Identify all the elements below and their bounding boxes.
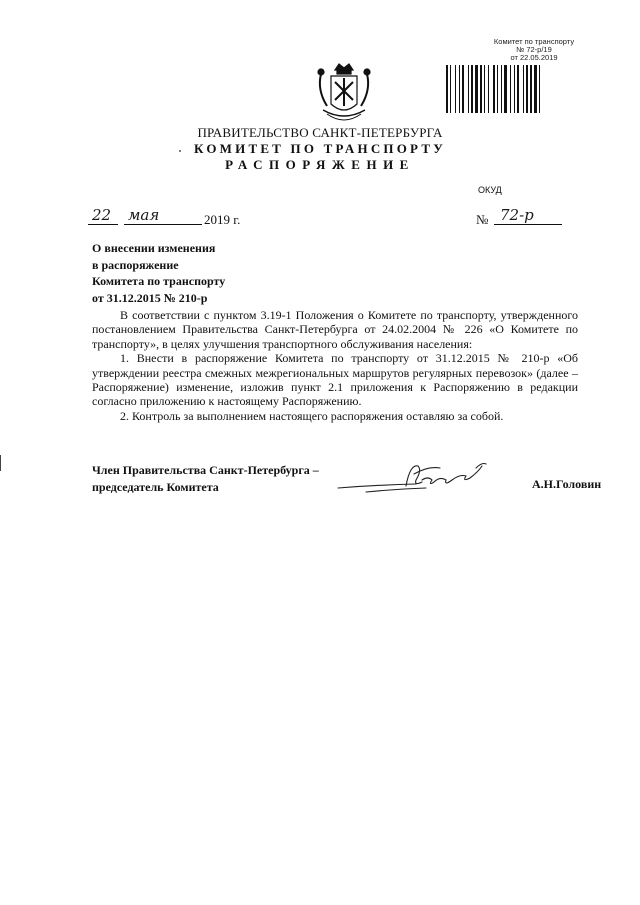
date-day: 22 — [92, 206, 112, 224]
number-underline — [494, 224, 562, 225]
handwritten-signature-icon — [336, 458, 506, 498]
subject-line: от 31.12.2015 № 210-р — [92, 290, 208, 305]
okud-label: ОКУД — [478, 185, 502, 195]
committee-heading: КОМИТЕТ ПО ТРАНСПОРТУ — [194, 141, 446, 156]
stamp-line-1: Комитет по транспорту — [493, 37, 575, 46]
barcode-icon — [446, 65, 606, 113]
document-number: 72-р — [500, 206, 534, 224]
scan-edge-mark — [0, 455, 1, 471]
document-body — [92, 308, 578, 423]
date-month-underline — [124, 224, 202, 225]
date-month: мая — [128, 206, 160, 224]
number-sign: № — [476, 212, 489, 227]
subject-line: в распоряжение — [92, 257, 179, 272]
government-heading: ПРАВИТЕЛЬСТВО САНКТ-ПЕТЕРБУРГА — [197, 125, 443, 140]
coat-of-arms-icon — [313, 60, 375, 128]
subject-line: Комитета по транспорту — [92, 274, 226, 288]
stamp-line-3: от 22.05.2019 — [510, 53, 558, 62]
signatory-title — [92, 462, 319, 495]
document-type-heading: РАСПОРЯЖЕНИЕ — [225, 157, 415, 172]
subject-block — [92, 240, 225, 306]
stamp-line-2: № 72-р/19 — [516, 45, 552, 54]
body-paragraph: 1. Внести в распоряжение Комитета по транспорту от 31.12.2015 № 210-р «Об утверждении реестра смежных межрегиональных маршрутов регулярных перевозок» (далее – Распоряжение) изменение, изложив пункт 2.1 приложения к Распоряжению в редакции согласно приложению к настоящему Распоряжению. — [92, 351, 578, 409]
body-paragraph: В соответствии с пунктом 3.19-1 Положения о Комитете по транспорту, утвержденного постановлением Правительства Санкт-Петербурга от 24.02.2004 № 226 «О Комитете по транспорту», в целях улучшения транспортного обслуживания населения: — [92, 308, 578, 351]
signatory-title-line: председатель Комитета — [92, 479, 219, 494]
signatory-title-line: Член Правительства Санкт-Петербурга – — [92, 463, 319, 477]
subject-line: О внесении изменения — [92, 241, 216, 255]
date-year: 2019 г. — [204, 212, 241, 227]
signatory-name: А.Н.Головин — [532, 477, 602, 491]
registration-stamp — [474, 38, 594, 62]
body-paragraph: 2. Контроль за выполнением настоящего распоряжения оставляю за собой. — [120, 408, 504, 423]
date-day-underline — [88, 224, 118, 225]
